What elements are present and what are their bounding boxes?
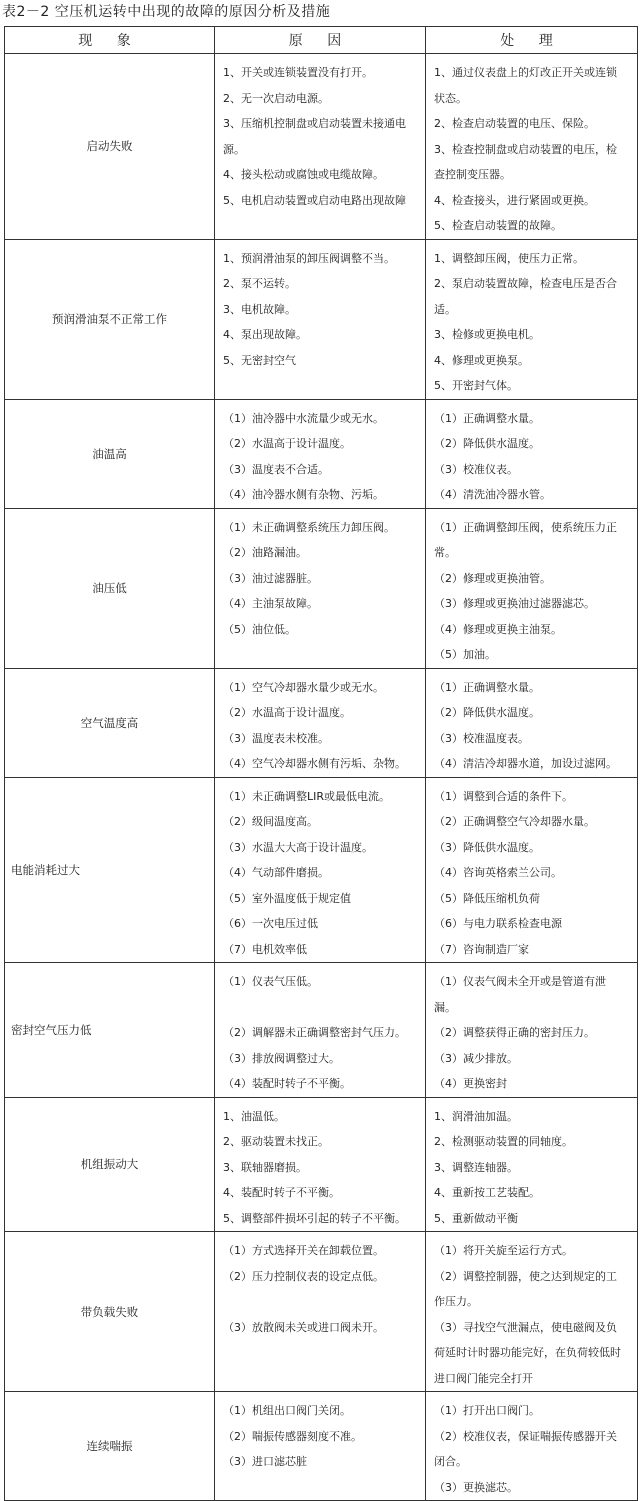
cause-line: （2）级间温度高。 xyxy=(223,815,318,828)
cause-line: （2）喘振传感器刻度不准。 xyxy=(223,1429,362,1443)
table-row xyxy=(5,1097,638,1232)
cause-line: （3）温度表不合适。 xyxy=(223,462,329,476)
action-line: （2）降低供水温度。 xyxy=(434,437,540,450)
fault-table xyxy=(4,26,638,1501)
action-line: （1）正确调整卸压阀，使系统压力正 xyxy=(434,520,617,534)
cause-line: （2）油路漏油。 xyxy=(223,546,307,559)
cause-line: （1）油冷器中水流量少或无水。 xyxy=(223,411,384,425)
table-row xyxy=(5,963,638,1098)
action-line: （5）降低压缩机负荷 xyxy=(434,891,540,905)
table-row xyxy=(5,399,638,508)
action-line: 1、通过仪表盘上的灯改正开关或连锁 xyxy=(434,66,617,79)
cause-line: （4）油冷器水侧有杂物、污垢。 xyxy=(223,488,384,501)
cause-line: （4）主油泵故障。 xyxy=(223,597,318,610)
cause-line: 4、装配时转子不平衡。 xyxy=(223,1186,340,1199)
action-line: 2、检测驱动装置的同轴度。 xyxy=(434,1135,573,1148)
action-line: 4、修理或更换泵。 xyxy=(434,353,529,367)
cause-line: （3）温度表未校准。 xyxy=(223,731,329,745)
cause-line: 4、泵出现故障。 xyxy=(223,328,307,341)
action-cell xyxy=(426,777,638,963)
action-line: （4）清洗油冷器水管。 xyxy=(434,488,551,501)
action-cell xyxy=(426,1097,638,1232)
cause-cell xyxy=(215,54,426,240)
symptom-cell: 带负载失败 xyxy=(5,1232,215,1392)
action-line: 作压力。 xyxy=(434,1295,478,1308)
cause-line: 3、电机故障。 xyxy=(223,302,296,316)
cause-line: （5）油位低。 xyxy=(223,622,296,636)
action-line: （6）与电力联系检查电源 xyxy=(434,917,562,930)
cause-line: （2）调解器未正确调整密封气压力。 xyxy=(223,1026,406,1039)
cause-cell xyxy=(215,399,426,508)
action-line: 3、调整连轴器。 xyxy=(434,1160,518,1174)
table-row xyxy=(5,54,638,240)
cause-line: 3、联轴器磨损。 xyxy=(223,1160,307,1174)
cause-line: （3）水温大大高于设计温度。 xyxy=(223,840,373,854)
action-cell xyxy=(426,1232,638,1392)
action-line: （1）正确调整水量。 xyxy=(434,411,540,425)
header-row xyxy=(5,27,638,54)
table-row xyxy=(5,1392,638,1501)
action-line: （3）校准温度表。 xyxy=(434,731,529,745)
cause-line: （1）未正确调整LIR或最低电流。 xyxy=(223,789,391,803)
cause-line: 1、油温低。 xyxy=(223,1109,285,1123)
cause-line: （3）放散阀未关或进口阀未开。 xyxy=(223,1320,384,1334)
cause-line: （3）进口滤芯脏 xyxy=(223,1455,307,1468)
cause-line: 1、开关或连锁装置没有打开。 xyxy=(223,66,373,79)
action-line: 适。 xyxy=(434,302,456,316)
cause-line: （2）水温高于设计温度。 xyxy=(223,437,351,450)
action-line: 进口阀门能完全打开 xyxy=(434,1371,533,1385)
cause-line: （1）机组出口阀门关闭。 xyxy=(223,1404,351,1417)
cause-line: （1）方式选择开关在卸载位置。 xyxy=(223,1244,384,1257)
table-row xyxy=(5,777,638,963)
cause-line: 3、压缩机控制盘或启动装置未接通电 xyxy=(223,117,406,130)
cause-cell xyxy=(215,1097,426,1232)
action-line: （4）修理或更换主油泵。 xyxy=(434,622,562,636)
cause-line xyxy=(223,995,419,1021)
action-line: 3、检修或更换电机。 xyxy=(434,328,540,341)
action-line: （3）寻找空气泄漏点，使电磁阀及负 xyxy=(434,1320,617,1334)
cause-line: （7）电机效率低 xyxy=(223,942,307,956)
symptom-cell: 油温高 xyxy=(5,399,215,508)
cause-line: （3）排放阀调整过大。 xyxy=(223,1051,340,1065)
action-line: 状态。 xyxy=(434,91,467,105)
table-row xyxy=(5,239,638,399)
action-line: 2、泵启动装置故障，检查电压是否合 xyxy=(434,277,617,290)
action-line: （5）加油。 xyxy=(434,648,496,661)
action-line: （3）更换滤芯。 xyxy=(434,1480,518,1494)
cause-line: （6）一次电压过低 xyxy=(223,917,318,930)
cause-cell xyxy=(215,239,426,399)
action-line: （2）调整控制器，使之达到规定的工 xyxy=(434,1269,617,1283)
action-line: 5、检查启动装置的故障。 xyxy=(434,219,562,232)
action-line: 4、重新按工艺装配。 xyxy=(434,1186,540,1199)
header-symptom: 现 象 xyxy=(5,27,215,54)
cause-line: （2）水温高于设计温度。 xyxy=(223,706,351,719)
action-line: 4、检查接头，进行紧固或更换。 xyxy=(434,193,595,207)
cause-line: 源。 xyxy=(223,142,245,156)
cause-line: 1、预润滑油泵的卸压阀调整不当。 xyxy=(223,251,395,265)
header-action: 处 理 xyxy=(426,27,638,54)
cause-line: （4）空气冷却器水侧有污垢、杂物。 xyxy=(223,757,406,770)
action-line: （3）减少排放。 xyxy=(434,1051,518,1065)
action-line: 漏。 xyxy=(434,1000,456,1014)
table-caption: 表2－2 空压机运转中出现的故障的原因分析及措施 xyxy=(2,4,331,20)
action-line: 3、检查控制盘或启动装置的电压，检 xyxy=(434,142,617,156)
action-line: （3）降低供水温度。 xyxy=(434,840,540,854)
action-line: 2、检查启动装置的电压、保险。 xyxy=(434,117,595,130)
table-row xyxy=(5,508,638,668)
action-line: （2）校准仪表，保证喘振传感器开关 xyxy=(434,1429,617,1443)
cause-line: （4）气动部件磨损。 xyxy=(223,866,329,879)
symptom-cell: 密封空气压力低 xyxy=(5,963,215,1098)
action-line: 1、调整卸压阀，使压力正常。 xyxy=(434,251,584,265)
cause-cell xyxy=(215,963,426,1098)
action-line: （1）打开出口阀门。 xyxy=(434,1404,540,1417)
cause-line: 2、驱动装置未找正。 xyxy=(223,1135,329,1148)
cause-line: （2）压力控制仪表的设定点低。 xyxy=(223,1269,384,1283)
symptom-cell: 空气温度高 xyxy=(5,668,215,777)
action-cell xyxy=(426,668,638,777)
cause-line: （1）未正确调整系统压力卸压阀。 xyxy=(223,520,395,534)
cause-line xyxy=(223,1289,419,1315)
cause-cell xyxy=(215,1392,426,1501)
action-line: （4）更换密封 xyxy=(434,1077,507,1090)
symptom-cell: 油压低 xyxy=(5,508,215,668)
action-line: （2）调整获得正确的密封压力。 xyxy=(434,1026,595,1039)
action-line: （2）正确调整空气冷却器水量。 xyxy=(434,815,595,828)
header-cause: 原 因 xyxy=(215,27,426,54)
action-line: （2）降低供水温度。 xyxy=(434,706,540,719)
symptom-cell: 预润滑油泵不正常工作 xyxy=(5,239,215,399)
table-row xyxy=(5,668,638,777)
action-line: 1、润滑油加温。 xyxy=(434,1109,518,1123)
action-line: （1）调整到合适的条件下。 xyxy=(434,789,573,803)
cause-line: 4、接头松动或腐蚀或电缆故障。 xyxy=(223,168,384,181)
action-cell xyxy=(426,508,638,668)
cause-cell xyxy=(215,668,426,777)
symptom-cell: 启动失败 xyxy=(5,54,215,240)
action-line: 5、开密封气体。 xyxy=(434,379,518,392)
action-line: （3）修理或更换油过滤器滤芯。 xyxy=(434,597,595,610)
symptom-cell: 连续喘振 xyxy=(5,1392,215,1501)
cause-line: （4）装配时转子不平衡。 xyxy=(223,1077,351,1090)
action-cell xyxy=(426,1392,638,1501)
cause-line: 5、无密封空气 xyxy=(223,353,296,367)
action-line: （7）咨询制造厂家 xyxy=(434,942,529,956)
action-line: （4）咨询英格索兰公司。 xyxy=(434,866,562,879)
cause-line: 2、泵不运转。 xyxy=(223,277,296,290)
cause-cell xyxy=(215,1232,426,1392)
cause-line: （1）空气冷却器水量少或无水。 xyxy=(223,680,384,694)
action-cell xyxy=(426,963,638,1098)
cause-cell xyxy=(215,508,426,668)
action-cell xyxy=(426,239,638,399)
table-row xyxy=(5,1232,638,1392)
cause-line: 5、电机启动装置或启动电路出现故障 xyxy=(223,193,406,207)
action-cell xyxy=(426,399,638,508)
action-line: 闭合。 xyxy=(434,1455,467,1468)
action-line: 常。 xyxy=(434,546,456,559)
action-line: 5、重新做动平衡 xyxy=(434,1211,518,1225)
action-cell xyxy=(426,54,638,240)
action-line: （2）修理或更换油管。 xyxy=(434,571,551,585)
cause-line: 5、调整部件损坏引起的转子不平衡。 xyxy=(223,1211,406,1225)
symptom-cell: 电能消耗过大 xyxy=(5,777,215,963)
action-line: 荷延时计时器功能完好，在负荷较低时 xyxy=(434,1346,621,1359)
action-line: （4）清洁冷却器水道，加设过滤网。 xyxy=(434,757,617,770)
cause-line: 2、无一次启动电源。 xyxy=(223,91,329,105)
symptom-cell: 机组振动大 xyxy=(5,1097,215,1232)
action-line: （1）将开关旋至运行方式。 xyxy=(434,1244,573,1257)
action-line: 查控制变压器。 xyxy=(434,168,511,181)
cause-line: （3）油过滤器脏。 xyxy=(223,571,318,585)
action-line: （1）仪表气阀未全开或是管道有泄 xyxy=(434,975,606,988)
action-line: （3）校准仪表。 xyxy=(434,462,518,476)
action-line: （1）正确调整水量。 xyxy=(434,680,540,694)
cause-cell xyxy=(215,777,426,963)
cause-line: （1）仪表气压低。 xyxy=(223,975,318,988)
cause-line: （5）室外温度低于规定值 xyxy=(223,891,351,905)
